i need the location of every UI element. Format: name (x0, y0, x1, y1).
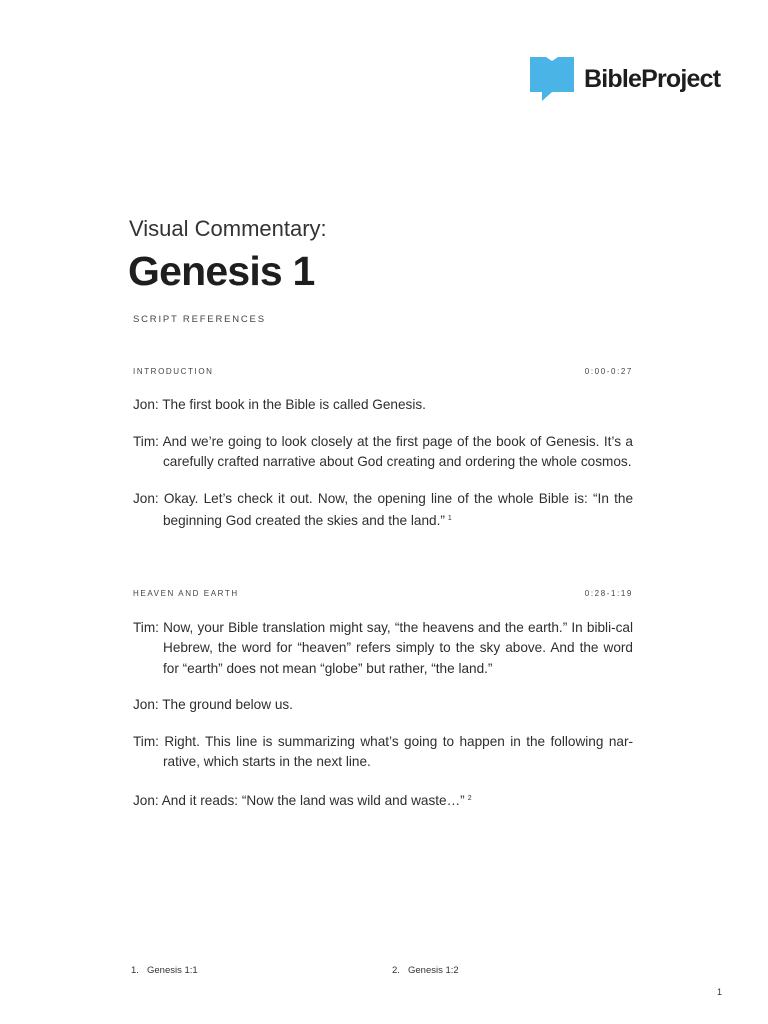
dialogue-paragraph: Jon: The ground below us. (133, 697, 293, 713)
document-subtitle: Visual Commentary: (129, 216, 327, 241)
footnote-item (131, 965, 198, 976)
dialogue-paragraph: Jon: And it reads: “Now the land was wild and waste…” $^2$ (133, 793, 472, 809)
bibleproject-logo (530, 56, 720, 102)
footnote-ref[interactable]: 2 (467, 795, 472, 803)
section-body-heaven-and-earth (133, 618, 633, 828)
section-header-introduction (133, 367, 633, 376)
script-references-label: SCRIPT REFERENCES (133, 314, 266, 325)
dialogue-paragraph: Tim: Right. This line is summarizing what’s going to happen in the following nar-rative, which starts in the next line. (133, 734, 633, 770)
footnote-number: 1. (131, 965, 139, 976)
book-logo-icon (530, 56, 574, 102)
section-header-heaven-and-earth (133, 589, 633, 598)
dialogue-paragraph: Jon: Okay. Let’s check it out. Now, the opening line of the whole Bible is: “In the beginning God created the skies and the land.” $^1$ (133, 490, 633, 529)
footnote-item (392, 965, 459, 976)
dialogue-paragraph: Tim: And we’re going to look closely at the first page of the book of Genesis. It’s a carefully crafted narrative about God creating and ordering the whole cosmos. (133, 433, 633, 470)
section-timestamp: 0:00-0:27 (584, 367, 633, 376)
dialogue-paragraph: Jon: The first book in the Bible is called Genesis. (133, 397, 426, 412)
dialogue-paragraph: Tim: Now, your Bible translation might say, “the heavens and the earth.” In bibli-cal Hebrew, the word for “heaven” refers simply to the sky above. And the word for “earth” does not mean “globe” but rather, “the land.” (133, 620, 633, 676)
footnote-ref[interactable]: 1 (447, 515, 452, 523)
section-body-introduction (133, 395, 633, 548)
footnote-text: Genesis 1:2 (408, 965, 459, 976)
section-title: INTRODUCTION (133, 367, 214, 376)
section-title: HEAVEN AND EARTH (133, 589, 239, 598)
footnote-text: Genesis 1:1 (147, 965, 198, 976)
brand-name: BibleProject (584, 64, 721, 93)
footnote-number: 2. (392, 965, 400, 976)
page-number: 1 (717, 987, 723, 997)
document-title: Genesis 1 (128, 248, 315, 294)
section-timestamp: 0:28-1:19 (584, 589, 633, 598)
